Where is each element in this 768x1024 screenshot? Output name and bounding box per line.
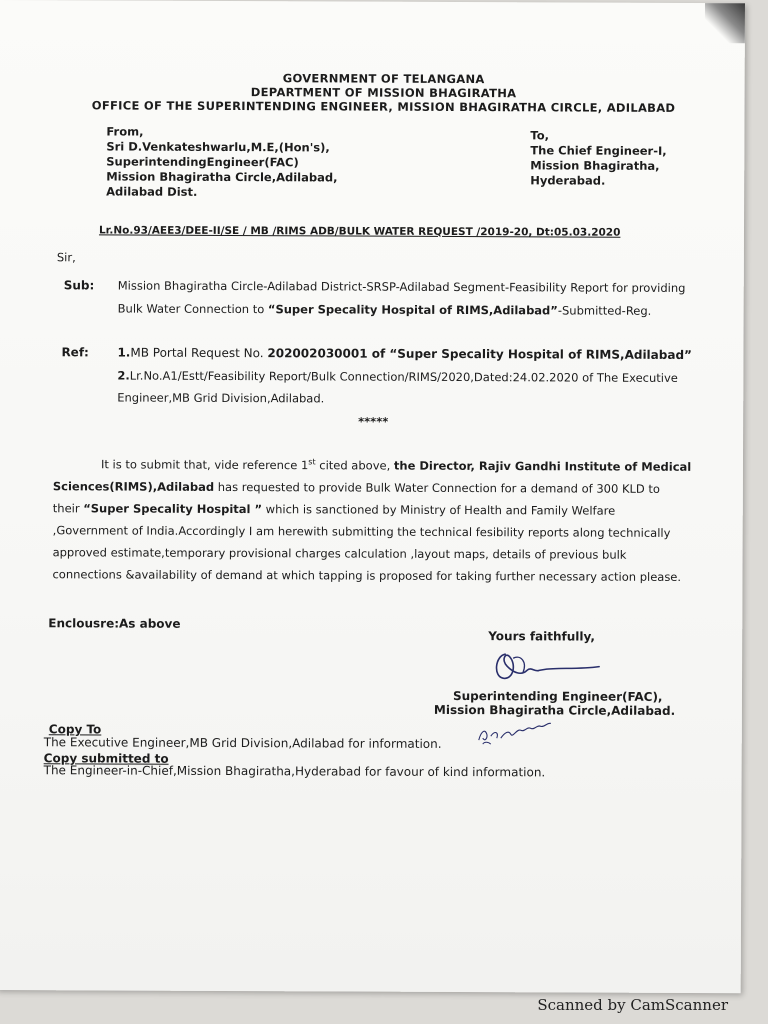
header-office: OFFICE OF THE SUPERINTENDING ENGINEER, MISSION BHAGIRATHA CIRCLE, ADILABAD [91, 98, 676, 115]
separator: ***** [358, 414, 389, 429]
subject-line-1: Mission Bhagiratha Circle-Adilabad District-SRSP-Adilabad Segment-Feasibility Report for providing [117, 278, 686, 295]
to-line: Hyderabad. [530, 173, 606, 188]
from-line: Mission Bhagiratha Circle,Adilabad, [106, 169, 338, 185]
to-line: The Chief Engineer-I, [530, 143, 667, 158]
reference-1: 1.MB Portal Request No. 202002030001 of “Super Specality Hospital of RIMS,Adilabad” [117, 345, 692, 363]
to-label: To, [530, 128, 550, 143]
from-line: Adilabad Dist. [106, 184, 198, 199]
scan-shadow-corner [705, 3, 745, 43]
reference-label: Ref: [61, 345, 89, 360]
salutation: Sir, [56, 250, 76, 265]
copy-to-text: The Executive Engineer,MB Grid Division,Adilabad for information. [43, 735, 442, 751]
from-line: SuperintendingEngineer(FAC) [106, 154, 299, 170]
from-label: From, [106, 124, 144, 139]
designation-line-2: Mission Bhagiratha Circle,Adilabad. [433, 702, 676, 718]
yours-faithfully: Yours faithfully, [488, 629, 596, 644]
designation-line-1: Superintending Engineer(FAC), [452, 688, 663, 704]
camscanner-watermark: Scanned by CamScanner [537, 996, 728, 1014]
copy-submitted-text: The Engineer-in-Chief,Mission Bhagiratha,Hyderabad for favour of kind information. [43, 763, 546, 780]
enclosure: Enclousre:As above [48, 616, 181, 631]
from-line: Sri D.Venkateshwarlu,M.E,(Hon's), [106, 139, 330, 155]
handwritten-initials-date [475, 714, 555, 748]
hospital-name: “Super Specality Hospital of RIMS,Adilabad” [267, 302, 558, 318]
copy-to-label: Copy To [48, 722, 102, 737]
header-government: GOVERNMENT OF TELANGANA [282, 71, 485, 87]
body-paragraph: It is to submit that, vide reference 1st cited above, the Director, Rajiv Gandhi Institute of Medical Sciences(RIMS),Adilabad has requested to provide Bulk Water Connection for a demand of 300 KLD to their “Super Specality Hospital ” which is sanctioned by Ministry of Health and Family Welfare ,Government of India.Accordingly I am herewith submitting the technical fesibility reports along technically approved estimate,temporary provisional charges calculation ,layout maps, details of previous bulk connections &availability of demand at which tapping is proposed for taking further necessary action please. [52, 457, 692, 584]
subject-label: Sub: [63, 278, 95, 293]
to-block [530, 128, 667, 189]
letter-reference-number: Lr.No.93/AEE3/DEE-II/SE / MB /RIMS ADB/BULK WATER REQUEST /2019-20, Dt:05.03.2020 [98, 224, 621, 239]
header-department: DEPARTMENT OF MISSION BHAGIRATHA [250, 85, 517, 101]
subject-line-2: Bulk Water Connection to “Super Specality Hospital of RIMS,Adilabad”-Submitted-Reg. [117, 301, 652, 318]
signature [487, 642, 607, 693]
reference-2: 2.Lr.No.A1/Estt/Feasibility Report/Bulk Connection/RIMS/2020,Dated:24.02.2020 of The Executive [117, 368, 678, 385]
reference-2-cont: Engineer,MB Grid Division,Adilabad. [117, 390, 325, 406]
copy-submitted-label: Copy submitted to [43, 751, 169, 766]
from-block [106, 124, 338, 200]
to-line: Mission Bhagiratha, [530, 158, 660, 173]
